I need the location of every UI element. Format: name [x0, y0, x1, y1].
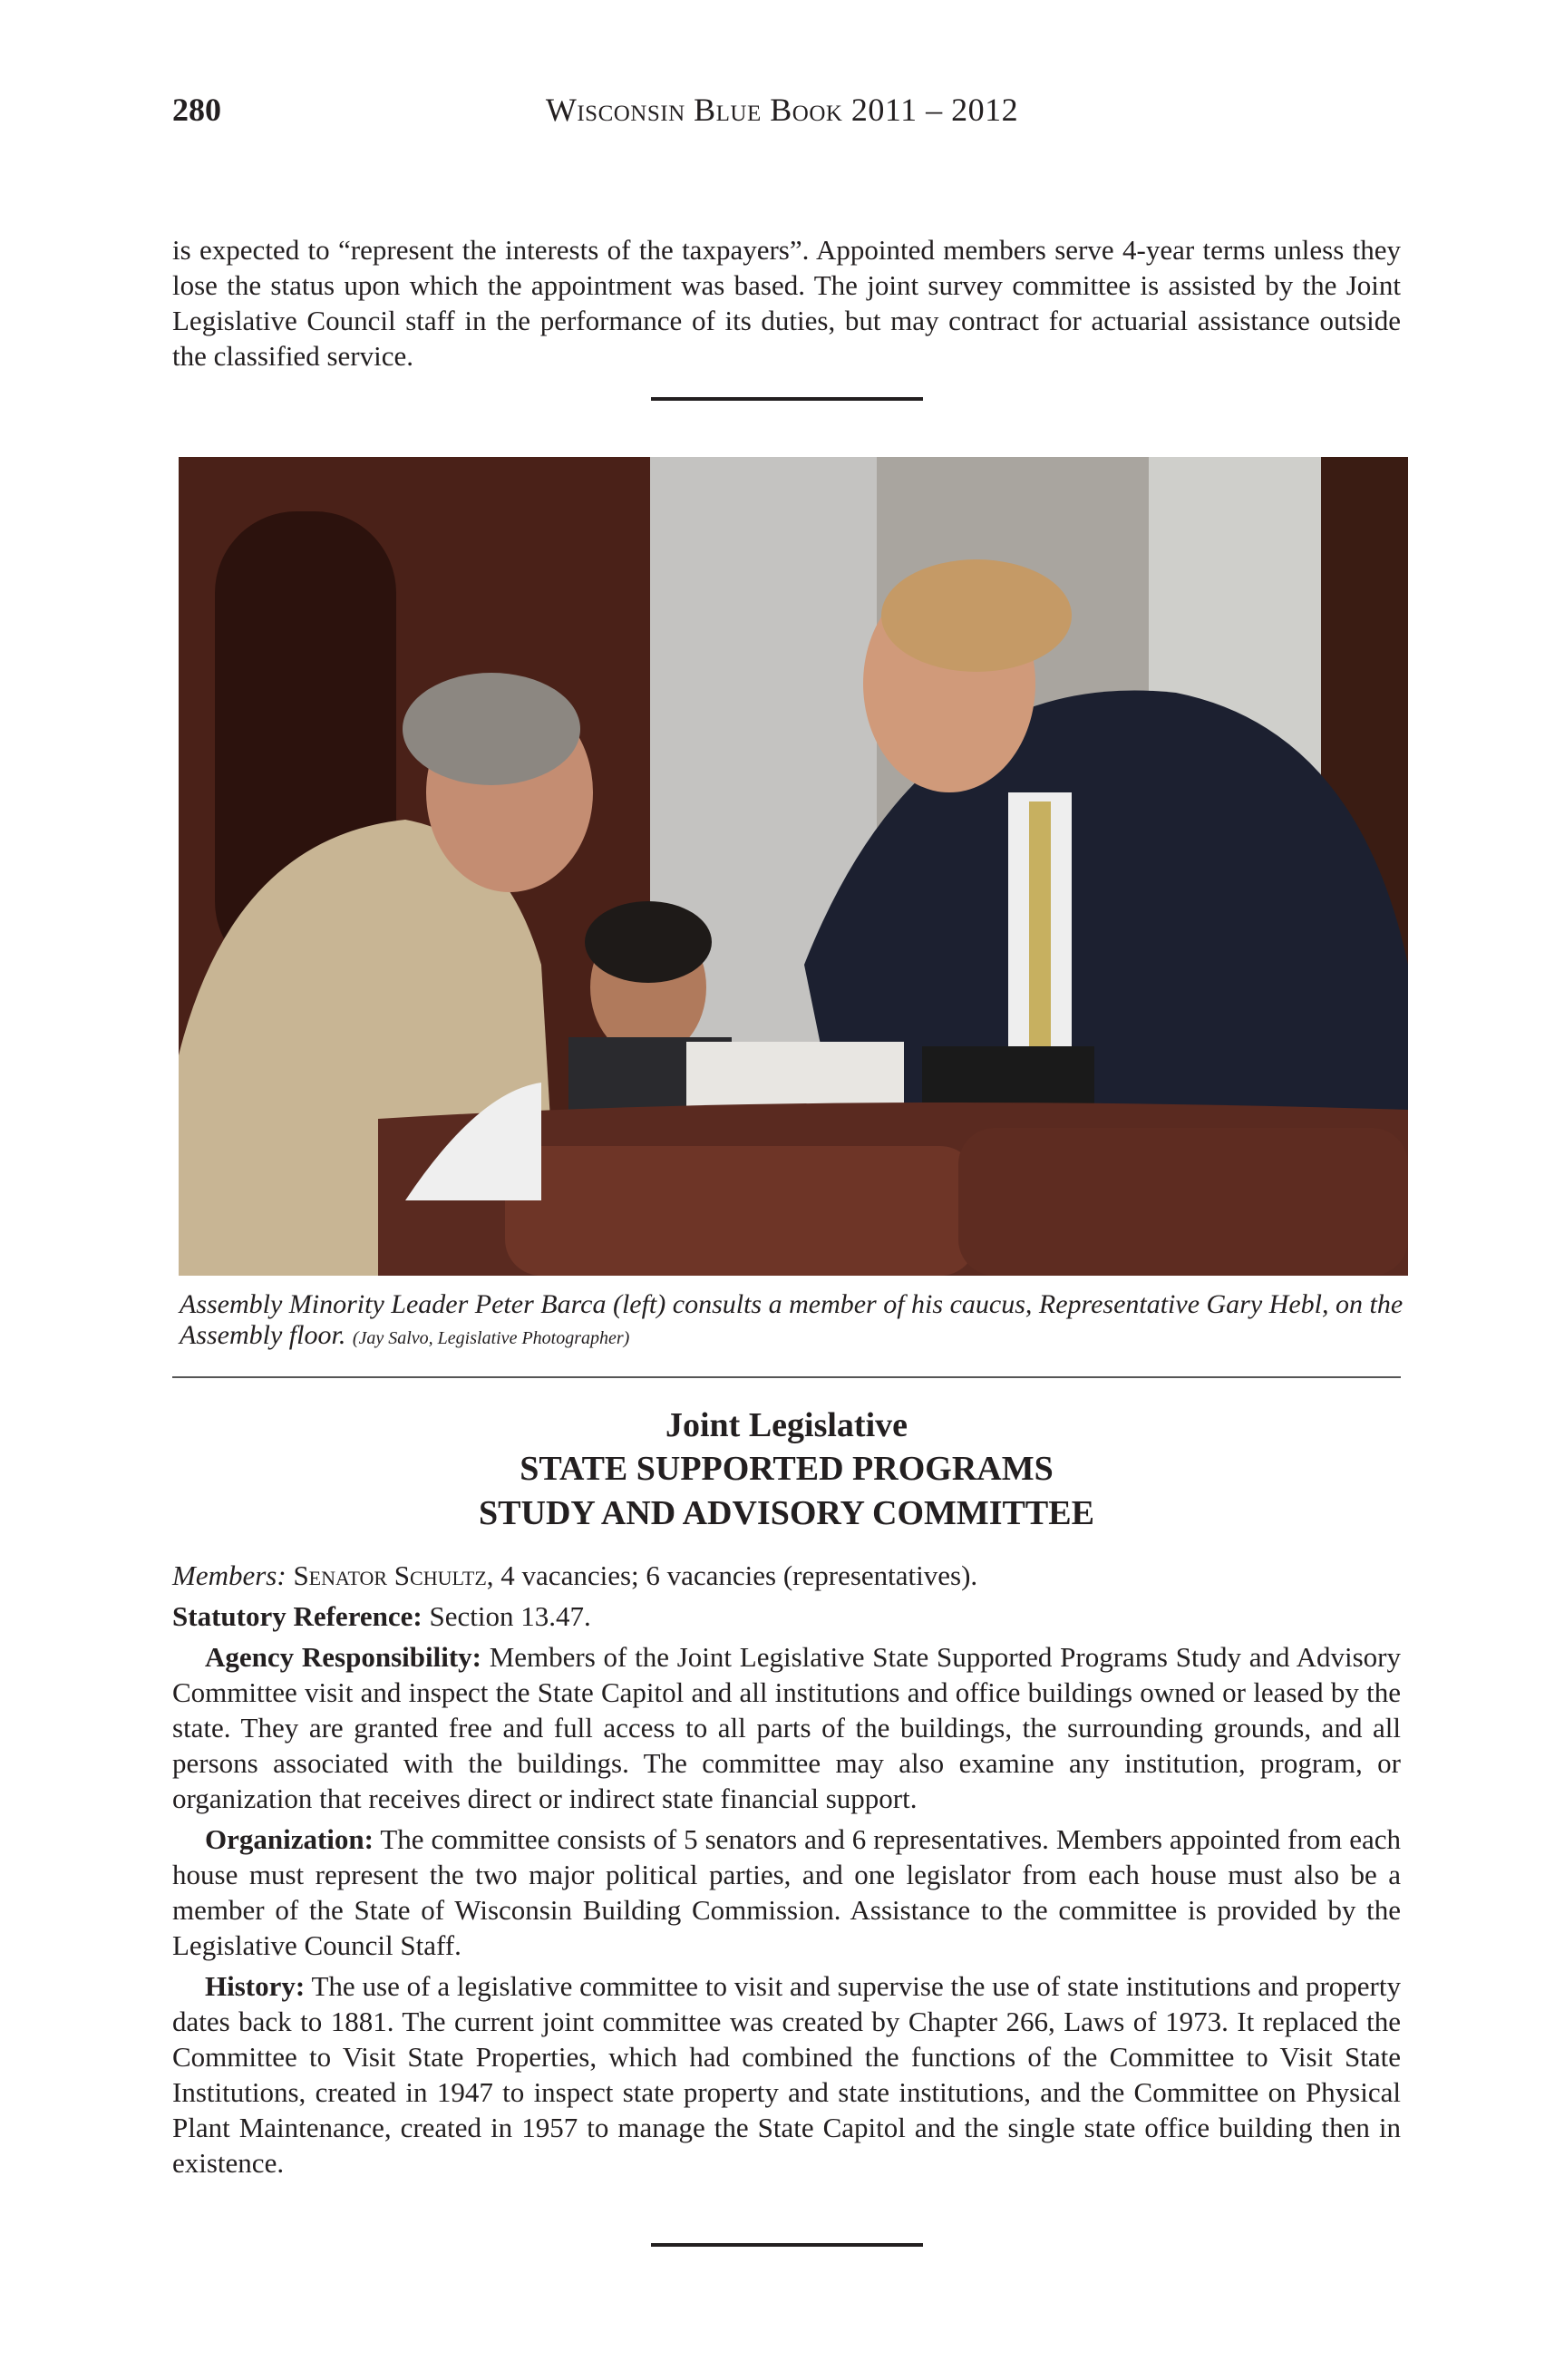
- organization-label: Organization:: [205, 1823, 374, 1855]
- caption-text: Assembly Minority Leader Peter Barca (left) consults a member of his caucus, Representative Gary Hebl, on the Assembly floor.: [180, 1289, 1404, 1350]
- photograph: [179, 457, 1408, 1276]
- history-text: The use of a legislative committee to visit and supervise the use of state institutions and property dates back to 1881. The current joint committee was created by Chapter 266, Laws of 1973. It replaced the Committee to Visit State Properties, which had combined the functions of the Committee to Visit State Institutions, created in 1947 to inspect state property and state institutions, and the Committee on Physical Plant Maintenance, created in 1957 to manage the State Capitol and the single state office building then in existence.: [172, 1970, 1401, 2179]
- history-label: History:: [205, 1970, 306, 2002]
- agency-paragraph: [172, 1639, 1401, 1816]
- statutory-text: Section 13.47.: [422, 1600, 591, 1632]
- organization-text: The committee consists of 5 senators and 6 representatives. Members appointed from each house must represent the two major political parties, and one legislator from each house must also be a member of the State of Wisconsin Building Commission. Assistance to the committee is provided by the Legislative Council Staff.: [172, 1823, 1401, 1961]
- photo-caption: [180, 1289, 1404, 1354]
- members-name: Senator Schultz: [293, 1559, 487, 1591]
- section-title-line3: STUDY AND ADVISORY COMMITTEE: [479, 1494, 1094, 1532]
- statutory-line: [172, 1598, 1401, 1634]
- agency-label: Agency Responsibility:: [205, 1641, 481, 1673]
- photo-illustration: [179, 457, 1408, 1276]
- page-header: [172, 91, 1392, 145]
- running-title: Wisconsin Blue Book 2011 – 2012: [545, 92, 1019, 128]
- organization-paragraph: [172, 1821, 1401, 1963]
- caption-divider: [172, 1376, 1401, 1378]
- members-line: [172, 1558, 1401, 1593]
- members-rest: , 4 vacancies; 6 vacancies (representatives).: [486, 1559, 978, 1591]
- page-number: 280: [172, 92, 221, 128]
- intro-paragraph: is expected to “represent the interests of the taxpayers”. Appointed members serve 4-year terms unless they lose the status upon which the appointment was based. The joint survey committee is assisted by the Joint Legislative Council staff in the performance of its duties, but may contract for actuarial assistance outside the classified service.: [172, 234, 1401, 372]
- statutory-label: Statutory Reference:: [172, 1600, 423, 1632]
- section-divider-bottom: [651, 2243, 923, 2247]
- section-title-line1: Joint Legislative: [665, 1406, 908, 1444]
- members-label: Members:: [172, 1559, 287, 1591]
- agency-text: Members of the Joint Legislative State Supported Programs Study and Advisory Committee visit and inspect the State Capitol and all institutions and office buildings owned or leased by the state. They are granted free and full access to all parts of the buildings, the surrounding grounds, and all persons associated with the buildings. The committee may also examine any institution, program, or organization that receives direct or indirect state financial support.: [172, 1641, 1401, 1814]
- photo-credit: (Jay Salvo, Legislative Photographer): [352, 1328, 630, 1348]
- section-divider-top: [651, 397, 923, 401]
- section-body: [172, 1558, 1401, 2186]
- history-paragraph: [172, 1968, 1401, 2181]
- section-title-line2: STATE SUPPORTED PROGRAMS: [520, 1450, 1054, 1488]
